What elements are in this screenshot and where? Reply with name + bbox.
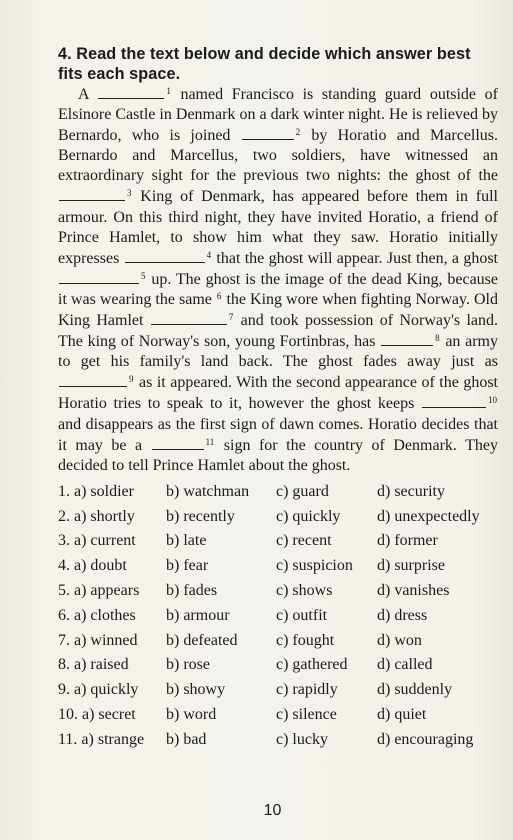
gap-number: 7 [228,312,234,323]
option-choice[interactable]: d) unexpectedly [377,507,480,525]
gap-number: 11 [205,436,215,447]
gap-blank[interactable] [381,331,433,346]
option-choice[interactable]: c) rapidly [276,681,338,699]
gap-blank[interactable] [125,248,205,263]
passage-segment: up. The ghost is the image of the dead King, because it was wearing the same [58,270,498,308]
exercise-heading: 4. Read the text below and decide which answer best fits each space. [58,45,471,83]
option-choice[interactable]: d) quiet [377,705,427,723]
option-choice[interactable]: 11. a) strange [58,730,145,748]
passage-segment: by Horatio and Marcellus. Bernardo and Marcellus, two soldiers, have witnessed an extraordinary sight for the previous two nights: the ghost of the [58,127,499,185]
gap-number: 9 [129,374,134,385]
option-choice[interactable]: b) armour [166,606,230,624]
option-choice[interactable]: d) called [377,656,433,674]
option-row [58,706,498,731]
option-choice[interactable]: d) security [377,482,445,500]
option-choice[interactable]: d) suddenly [377,681,453,699]
option-row [58,557,498,582]
option-row [58,582,498,607]
option-choice[interactable]: 4. a) doubt [58,557,127,575]
gap-blank[interactable] [98,84,164,99]
option-row [58,681,498,706]
option-row [58,632,498,657]
option-choice[interactable]: c) fought [276,631,335,649]
gap-blank[interactable] [152,435,204,450]
passage-segment: and disappears as the first sign of dawn comes. Horatio decides that it may be a [58,415,498,454]
passage-segment: an army to get his family's land back. The ghost fades away just as [58,333,498,371]
option-choice[interactable]: c) silence [276,705,337,723]
option-choice[interactable]: c) guard [276,482,329,500]
option-choice[interactable]: b) rose [166,656,210,674]
option-choice[interactable]: c) suspicion [276,557,353,575]
passage-segment: as it appeared. With the second appearance of the ghost Horatio tries to speak to it, however the ghost keeps [58,374,498,413]
passage-segment: A [78,86,98,103]
option-choice[interactable]: c) lucky [276,730,328,748]
option-row [58,532,498,557]
gap-number: 3 [127,188,132,199]
option-row [58,607,498,632]
option-row [58,508,498,533]
option-choice[interactable]: 10. a) secret [58,705,136,723]
option-choice[interactable]: b) watchman [166,482,250,500]
gap-blank[interactable] [242,125,294,140]
gap-blank[interactable] [59,186,125,201]
option-choice[interactable]: d) surprise [377,557,445,575]
passage-segment: that the ghost will appear. Just then, a ghost [212,249,498,267]
option-row [58,656,498,681]
gap-blank[interactable] [59,372,127,387]
option-row [58,483,498,508]
gap-number: 10 [488,395,497,406]
option-choice[interactable]: b) late [166,532,207,550]
option-choice[interactable]: 9. a) quickly [58,681,139,699]
option-choice[interactable]: 5. a) appears [58,581,140,599]
option-choice[interactable]: 7. a) winned [58,631,138,649]
gap-blank[interactable] [422,393,486,408]
passage-segment: and took possession of Norway's land. The king of Norway's son, young Fortinbras, has [58,312,498,351]
option-choice[interactable]: d) former [377,532,438,550]
gap-number: 5 [141,270,146,281]
option-choice[interactable]: d) dress [377,606,428,624]
option-choice[interactable]: c) quickly [276,507,341,525]
option-choice[interactable]: b) defeated [166,631,238,649]
option-choice[interactable]: d) vanishes [377,581,450,599]
option-choice[interactable]: 1. a) soldier [58,482,134,500]
gap-number: 1 [166,86,171,96]
option-choice[interactable]: c) shows [276,581,333,599]
exercise [58,44,498,756]
gap-blank[interactable] [59,269,139,284]
option-choice[interactable]: c) gathered [276,656,348,674]
option-choice[interactable]: b) bad [166,730,207,748]
option-choice[interactable]: b) recently [166,507,235,525]
option-choice[interactable]: c) recent [276,532,332,550]
gap-number: 6 [216,290,222,301]
option-choice[interactable]: 3. a) current [58,532,136,550]
gap-number: 2 [295,127,301,138]
answer-options [58,483,498,756]
option-choice[interactable]: b) showy [166,681,226,699]
page-number: 10 [263,802,282,819]
option-choice[interactable]: 6. a) clothes [58,606,136,624]
option-choice[interactable]: 2. a) shortly [58,507,135,525]
option-choice[interactable]: b) fades [166,581,218,599]
passage-text [58,84,498,476]
gap-number: 4 [206,249,212,260]
passage-segment: sign for the country of Denmark. They decided to tell Prince Hamlet about the ghost. [58,436,498,474]
option-choice[interactable]: d) won [377,631,422,649]
passage-segment: the King wore when fighting Norway. Old King Hamlet [58,290,498,330]
option-choice[interactable]: b) fear [166,557,209,575]
gap-blank[interactable] [151,310,227,325]
option-choice[interactable]: c) outfit [276,606,328,624]
passage-segment: King of Denmark, has appeared before them in full armour. On this third night, they have invited Horatio, a friend of Prince Hamlet, to show him what they saw. Horatio initially expresses [58,188,498,267]
option-choice[interactable]: 8. a) raised [58,656,129,674]
option-choice[interactable]: b) word [166,705,217,723]
passage-segment: named Francisco is standing guard outside of Elsinore Castle in Denmark on a dark winter night. He is relieved by Bernardo, who is joined [58,86,499,145]
gap-number: 8 [435,333,440,344]
option-row [58,731,498,756]
option-choice[interactable]: d) encouraging [377,730,474,748]
